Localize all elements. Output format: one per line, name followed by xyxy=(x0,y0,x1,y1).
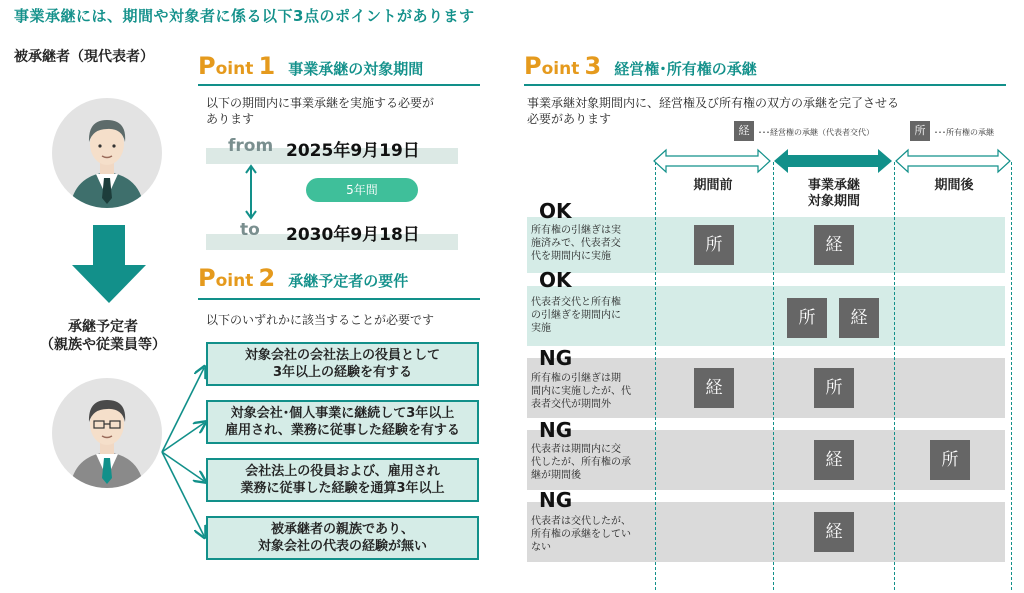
row-5-desc-line1: 代表者は交代したが、 xyxy=(531,516,631,527)
row-3-description xyxy=(531,372,649,411)
row-2-desc-line1: 代表者交代と所有権 xyxy=(531,297,621,308)
row-3-during-tag: 所 xyxy=(814,368,854,408)
column-before: 期間前 xyxy=(693,178,733,193)
point1-title: 事業承継の対象期間 xyxy=(288,60,424,78)
predecessor-label: 被承継者（現代表者） xyxy=(14,49,154,65)
businessman-illustration xyxy=(52,98,162,208)
row-4-after-tag: 所 xyxy=(930,440,970,480)
point3-title: 経営権･所有権の承継 xyxy=(614,60,757,78)
row-2-description xyxy=(531,296,649,335)
down-arrow-icon xyxy=(72,225,146,305)
separator-during-start xyxy=(773,162,774,590)
separator-before xyxy=(655,162,656,590)
row-2-desc-line3: 実施 xyxy=(531,323,551,334)
row-2-during-tag-1: 所 xyxy=(787,298,827,338)
row-5-verdict: NG xyxy=(539,488,573,512)
row-1-desc-line1: 所有権の引継ぎは実 xyxy=(531,225,621,236)
row-1-during-tag: 経 xyxy=(814,225,854,265)
point2-header xyxy=(198,264,408,292)
successor-label-line1: 承継予定者 xyxy=(68,319,138,335)
successor-avatar xyxy=(52,378,162,488)
column-during xyxy=(774,178,894,210)
legend-tag-ownership: 所 xyxy=(910,121,930,141)
before-arrow-icon xyxy=(654,150,770,172)
to-label: to xyxy=(240,220,260,240)
row-4-desc-line1: 代表者は期間内に交 xyxy=(531,444,621,455)
point2-word: Point xyxy=(198,264,254,292)
point3-description xyxy=(527,95,899,127)
requirement-4-line1: 被承継者の親族であり、 xyxy=(270,522,414,537)
row-5-desc-line3: ない xyxy=(531,542,551,553)
point3-desc-line1: 事業承継対象期間内に、経営権及び所有権の双方の承継を完了させる xyxy=(527,96,900,110)
point1-desc-line1: 以下の期間内に事業承継を実施する必要が xyxy=(206,96,435,110)
from-label: from xyxy=(228,136,274,156)
to-date: 2030年9月18日 xyxy=(286,225,420,245)
row-4-during-tag: 経 xyxy=(814,440,854,480)
requirement-box-2 xyxy=(206,400,479,444)
point2-description: 以下のいずれかに該当することが必要です xyxy=(206,313,435,327)
point3-desc-line2: 必要があります xyxy=(527,112,612,126)
businessman-illustration xyxy=(52,378,162,488)
row-3-before-tag: 経 xyxy=(694,368,734,408)
successor-label-line2: （親族や従業員等） xyxy=(40,337,166,353)
legend-tag-management: 経 xyxy=(734,121,754,141)
requirement-3-line2: 業務に従事した経験を通算3年以上 xyxy=(240,481,445,496)
legend-text-ownership: ･･･所有権の承継 xyxy=(934,128,994,137)
separator-after xyxy=(1011,162,1012,590)
requirement-4-line2: 対象会社の代表の経験が無い xyxy=(257,539,427,554)
point2-rule xyxy=(198,298,480,300)
row-3-verdict: NG xyxy=(539,346,573,370)
row-5-during-tag: 経 xyxy=(814,512,854,552)
row-3-desc-line3: 表者交代が期間外 xyxy=(531,399,611,410)
requirement-box-4 xyxy=(206,516,479,560)
legend-text-management: ･･･経営権の承継（代表者交代） xyxy=(758,128,874,137)
row-3-desc-line2: 間内に実施したが、代 xyxy=(531,386,631,397)
column-after: 期間後 xyxy=(934,178,974,193)
requirement-box-1 xyxy=(206,342,479,386)
point3-header xyxy=(524,52,757,80)
requirement-1-line1: 対象会社の会社法上の役員として xyxy=(244,348,440,363)
period-pill: 5年間 xyxy=(306,178,418,202)
row-4-desc-line2: 代したが、所有権の承 xyxy=(531,457,631,468)
point1-description xyxy=(206,95,434,127)
point1-desc-line2: あります xyxy=(206,112,255,126)
requirement-1-line2: 3年以上の経験を有する xyxy=(272,365,413,380)
row-2-desc-line2: の引継ぎを期間内に xyxy=(531,310,621,321)
row-1-before-tag: 所 xyxy=(694,225,734,265)
column-during-line2: 対象期間 xyxy=(807,194,860,209)
row-4-description xyxy=(531,443,649,482)
point2-title: 承継予定者の要件 xyxy=(288,272,409,290)
page-headline: 事業承継には、期間や対象者に係る以下3点のポイントがあります xyxy=(14,7,475,25)
row-1-description xyxy=(531,224,649,263)
requirement-arrows xyxy=(158,360,210,560)
point3-number: 3 xyxy=(584,52,602,80)
row-4-desc-line3: 継が期間後 xyxy=(531,470,581,481)
requirement-2-line1: 対象会社･個人事業に継続して3年以上 xyxy=(230,406,455,421)
row-2-verdict: OK xyxy=(539,268,572,292)
row-2-during-tag-2: 経 xyxy=(839,298,879,338)
row-1-desc-line2: 施済みで、代表者交 xyxy=(531,238,621,249)
column-during-line1: 事業承継 xyxy=(807,178,860,193)
predecessor-avatar xyxy=(52,98,162,208)
requirement-2-line2: 雇用され、業務に従事した経験を有する xyxy=(225,423,460,438)
point1-number: 1 xyxy=(258,52,276,80)
row-1-desc-line3: 代を期間内に実施 xyxy=(531,251,611,262)
during-arrow-icon xyxy=(774,149,892,173)
point3-word: Point xyxy=(524,52,580,80)
period-double-arrow-icon xyxy=(244,163,258,221)
period-arrows xyxy=(652,148,1014,176)
requirement-3-line1: 会社法上の役員および、雇用され xyxy=(245,464,440,479)
row-3-desc-line1: 所有権の引継ぎは期 xyxy=(531,373,621,384)
requirement-box-3 xyxy=(206,458,479,502)
row-4-verdict: NG xyxy=(539,418,573,442)
point1-rule xyxy=(198,84,480,86)
separator-during-end xyxy=(894,162,895,590)
row-5-desc-line2: 所有権の承継をしてい xyxy=(531,529,631,540)
point1-header xyxy=(198,52,423,80)
from-date: 2025年9月19日 xyxy=(286,141,420,161)
point2-number: 2 xyxy=(258,264,276,292)
point1-word: Point xyxy=(198,52,254,80)
row-1-verdict: OK xyxy=(539,199,572,223)
after-arrow-icon xyxy=(896,150,1010,172)
point3-rule xyxy=(524,84,1006,86)
successor-label xyxy=(0,318,206,354)
row-5-description xyxy=(531,515,649,554)
